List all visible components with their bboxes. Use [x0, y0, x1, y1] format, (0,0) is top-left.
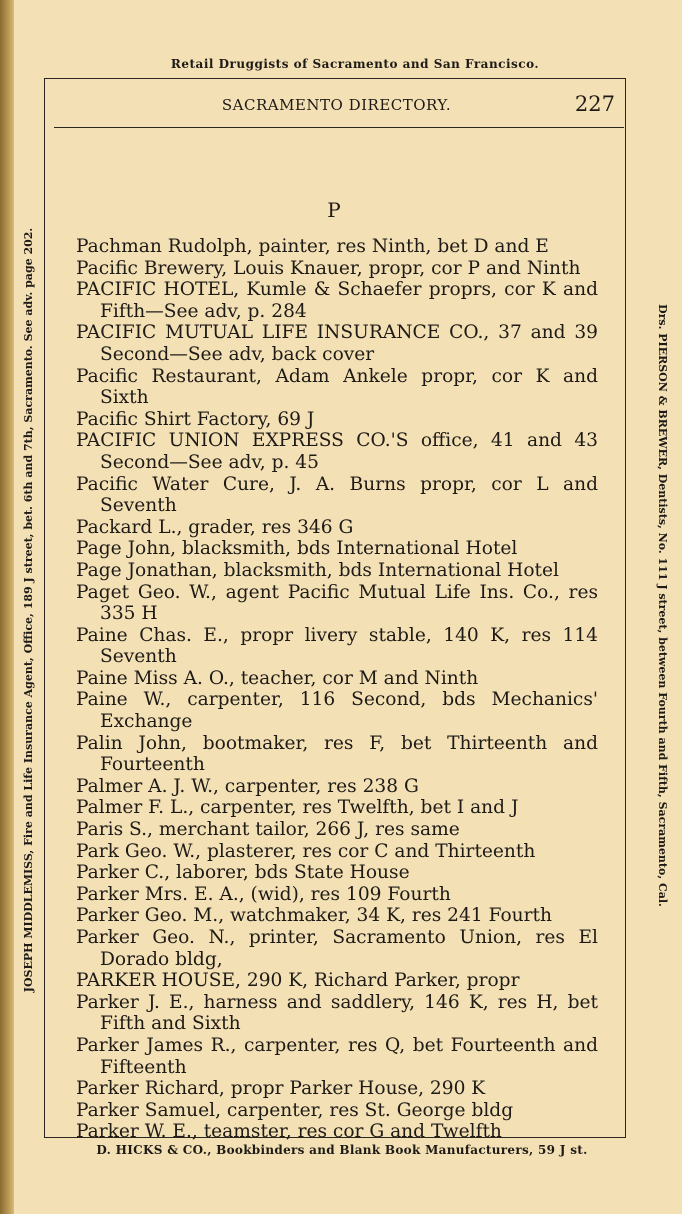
- directory-entry: [76, 409, 598, 431]
- directory-entry-text: Paine Chas. E., propr livery stable, 140 K, res 114 Seventh: [76, 624, 598, 668]
- directory-entry: [76, 236, 598, 258]
- directory-entry: [76, 366, 598, 409]
- directory-entry: [76, 430, 598, 473]
- directory-entry-text: Palmer F. L., carpenter, res Twelfth, bet I and J: [76, 797, 519, 819]
- section-letter: P: [327, 198, 341, 222]
- directory-entry: [76, 625, 598, 668]
- directory-entry: [76, 689, 598, 732]
- directory-entry-text: PARKER HOUSE, 290 K, Richard Parker, propr: [76, 970, 520, 992]
- directory-entry-text: Park Geo. W., plasterer, res cor C and Thirteenth: [76, 840, 536, 862]
- directory-entry-text: Pacific Brewery, Louis Knauer, propr, cor P and Ninth: [76, 257, 581, 279]
- directory-entry-text: Parker James R., carpenter, res Q, bet Fourteenth and Fifteenth: [76, 1034, 598, 1078]
- directory-entry: [76, 582, 598, 625]
- directory-entry: [76, 862, 598, 884]
- directory-entry: [76, 905, 598, 927]
- directory-entry-text: Page Jonathan, blacksmith, bds International Hotel: [76, 559, 559, 581]
- directory-entry-text: Palmer A. J. W., carpenter, res 238 G: [76, 775, 419, 797]
- directory-entry: [76, 797, 598, 819]
- directory-entries: [76, 236, 598, 1143]
- directory-entry-text: Paine W., carpenter, 116 Second, bds Mechanics' Exchange: [76, 689, 598, 733]
- directory-entry: [76, 927, 598, 970]
- directory-entry: [76, 1078, 598, 1100]
- directory-entry-text: Paget Geo. W., agent Pacific Mutual Life Ins. Co., res 335 H: [76, 581, 598, 625]
- directory-entry-text: PACIFIC UNION EXPRESS CO.'S office, 41 and 43 Second—See adv, p. 45: [76, 430, 598, 473]
- directory-entry-text: Pachman Rudolph, painter, res Ninth, bet D and E: [76, 236, 549, 257]
- directory-entry: [76, 322, 598, 365]
- directory-entry: [76, 819, 598, 841]
- directory-entry-text: Packard L., grader, res 346 G: [76, 516, 354, 538]
- directory-entry: [76, 1100, 598, 1122]
- directory-entry-text: Page John, blacksmith, bds International Hotel: [76, 538, 518, 560]
- directory-entry: [76, 560, 598, 582]
- directory-entry: [76, 970, 598, 992]
- directory-entry-text: Parker Richard, propr Parker House, 290 K: [76, 1078, 486, 1100]
- directory-entry-text: Pacific Water Cure, J. A. Burns propr, cor L and Seventh: [76, 473, 598, 517]
- directory-entry-text: Paris S., merchant tailor, 266 J, res same: [76, 819, 460, 841]
- directory-entry: [76, 668, 598, 690]
- directory-entry-text: Parker J. E., harness and saddlery, 146 K, res H, bet Fifth and Sixth: [76, 991, 598, 1035]
- directory-entry-text: Parker Geo. M., watchmaker, 34 K, res 241 Fourth: [76, 905, 552, 927]
- directory-entry-text: PACIFIC MUTUAL LIFE INSURANCE CO., 37 and 39 Second—See adv, back cover: [76, 322, 598, 365]
- directory-entry: [76, 1121, 598, 1143]
- top-advertisement-banner: Retail Druggists of Sacramento and San Francisco.: [170, 57, 540, 71]
- directory-entry: [76, 279, 598, 322]
- directory-entry-text: Pacific Restaurant, Adam Ankele propr, cor K and Sixth: [76, 365, 598, 409]
- directory-entry: [76, 1035, 598, 1078]
- directory-entry: [76, 733, 598, 776]
- directory-entry-text: Palin John, bootmaker, res F, bet Thirteenth and Fourteenth: [76, 732, 598, 776]
- bottom-advertisement-banner: D. HICKS & CO., Bookbinders and Blank Book Manufacturers, 59 J st.: [96, 1143, 588, 1157]
- directory-entry-text: Pacific Shirt Factory, 69 J: [76, 408, 315, 430]
- header-rule: [54, 127, 624, 128]
- page-header: [54, 92, 619, 120]
- left-margin-advertisement: JOSEPH MIDDLEMISS, Fire and Life Insurance Agent, Office, 189 J street, bet. 6th and 7th, Sacramento. See adv. page 202.: [22, 227, 35, 993]
- directory-entry-text: Parker Mrs. E. A., (wid), res 109 Fourth: [76, 883, 451, 905]
- page-number: 227: [574, 92, 615, 116]
- directory-entry-text: Parker Samuel, carpenter, res St. George bldg: [76, 1099, 514, 1121]
- directory-entry: [76, 517, 598, 539]
- directory-entry: [76, 841, 598, 863]
- directory-entry-text: Parker C., laborer, bds State House: [76, 862, 410, 884]
- directory-entry: [76, 776, 598, 798]
- directory-entry-text: PACIFIC HOTEL, Kumle & Schaefer proprs, cor K and Fifth—See adv, p. 284: [76, 279, 598, 322]
- directory-entry: [76, 992, 598, 1035]
- directory-entry-text: Parker Geo. N., printer, Sacramento Union, res El Dorado bldg,: [76, 927, 598, 970]
- running-title: SACRAMENTO DIRECTORY.: [221, 96, 452, 114]
- directory-entry-text: Paine Miss A. O., teacher, cor M and Ninth: [76, 667, 479, 689]
- directory-entry: [76, 474, 598, 517]
- directory-entry: [76, 258, 598, 280]
- directory-entry: [76, 884, 598, 906]
- directory-entry: [76, 538, 598, 560]
- directory-entry-text: Parker W. E., teamster, res cor G and Twelfth: [76, 1121, 502, 1143]
- right-margin-advertisement: Drs. PIERSON & BREWER, Dentists, No. 111 J street, between Fourth and Fifth, Sacramento, Cal.: [656, 304, 669, 907]
